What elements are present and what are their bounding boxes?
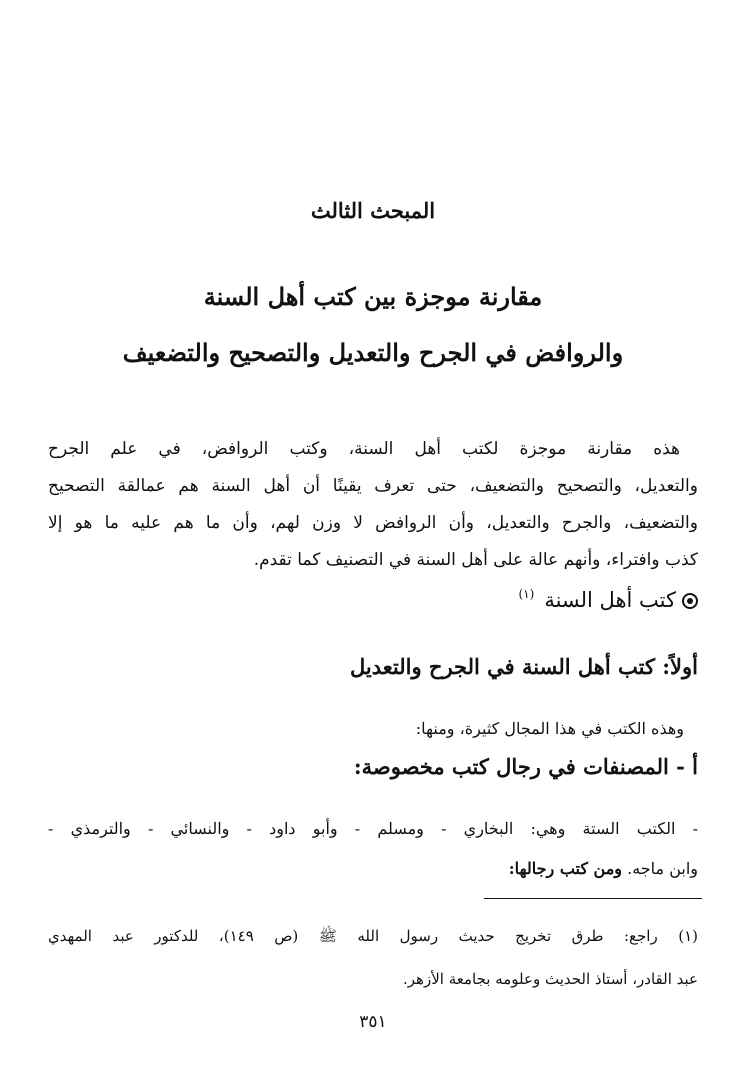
body-text-3 bbox=[509, 859, 698, 878]
body-text-3-bold: ومن كتب رجالها: bbox=[508, 859, 623, 878]
intro-line-1: هذه مقارنة موجزة لكتب أهل السنة، وكتب الروافض، في علم الجرح bbox=[48, 439, 680, 459]
intro-line-3: والتضعيف، والجرح والتعديل، وأن الروافض لا وزن لهم، وأن ما هم عليه ما هو إلا bbox=[48, 513, 698, 533]
subheading-first-prefix: أولاً: bbox=[662, 654, 698, 679]
bullet-heading bbox=[518, 588, 698, 612]
subheading-second: أ - المصنفات في رجال كتب مخصوصة: bbox=[353, 754, 698, 779]
body-text-3-normal: وابن ماجه. bbox=[627, 859, 698, 878]
body-text-1: وهذه الكتب في هذا المجال كثيرة، ومنها: bbox=[415, 719, 684, 738]
page-number: ٣٥١ bbox=[359, 1012, 387, 1032]
circled-dot-bullet-icon bbox=[682, 593, 698, 609]
main-title-line-1: مقارنة موجزة بين كتب أهل السنة bbox=[203, 282, 543, 311]
footnote-line-1: (١) راجع: طرق تخريج حديث رسول الله ﷺ (ص ١٤٩)، للدكتور عبد المهدي bbox=[48, 927, 698, 945]
section-title: المبحث الثالث bbox=[310, 198, 436, 223]
footnote-reference[interactable]: (١) bbox=[518, 587, 535, 601]
footnote-separator bbox=[484, 898, 702, 899]
subheading-first-text: كتب أهل السنة في الجرح والتعديل bbox=[349, 654, 655, 679]
intro-line-2: والتعديل، والتصحيح والتضعيف، حتى تعرف يقينًا أن أهل السنة هم عمالقة التصحيح bbox=[48, 476, 698, 496]
subheading-first bbox=[350, 654, 698, 679]
footnote-line-2: عبد القادر، أستاذ الحديث وعلومه بجامعة الأزهر. bbox=[403, 970, 698, 988]
intro-line-4: كذب وافتراء، وأنهم عالة على أهل السنة في التصنيف كما تقدم. bbox=[253, 550, 698, 570]
body-text-2: - الكتب الستة وهي: البخاري - ومسلم - وأبو داود - والنسائي - والترمذي - bbox=[48, 819, 698, 838]
main-title-line-2: والروافض في الجرح والتعديل والتصحيح والتضعيف bbox=[122, 338, 624, 367]
bullet-heading-text: كتب أهل السنة bbox=[544, 588, 676, 612]
